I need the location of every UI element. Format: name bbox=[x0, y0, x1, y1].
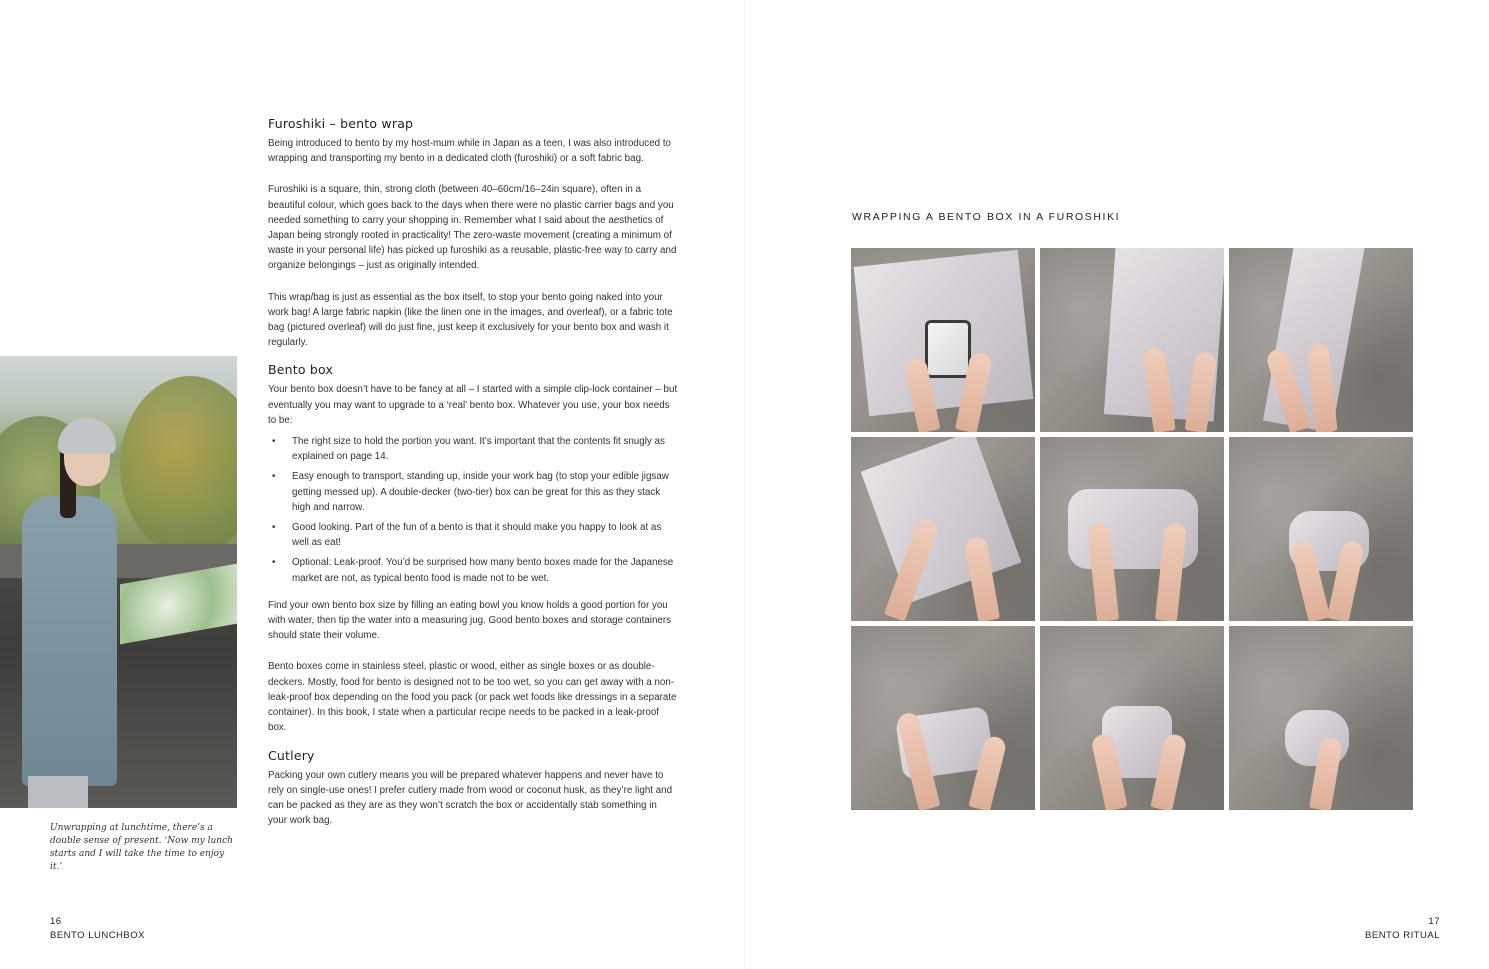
step-photo bbox=[1229, 626, 1413, 810]
paragraph: This wrap/bag is just as essential as the box itself, to stop your bento going naked into your work bag! A large fabric napkin (like the linen one in the images, and overleaf), or a fabric tote bag (pictured overleaf) will do just fine, just keep it exclusively for your bento box and wash it regularly. bbox=[268, 291, 673, 349]
heading-bento-box: Bento box bbox=[268, 362, 334, 378]
running-title: BENTO RITUAL bbox=[1365, 930, 1440, 941]
folio-left bbox=[50, 915, 145, 943]
step-photo bbox=[1040, 437, 1224, 621]
page-number: 17 bbox=[1428, 916, 1440, 927]
left-page bbox=[0, 0, 744, 969]
page-number: 16 bbox=[50, 916, 62, 927]
paragraph: Your bento box doesn’t have to be fancy at all – I started with a simple clip-lock container – but eventually you may want to upgrade to a ‘real’ bento box. Whatever you use, your box needs to be: bbox=[268, 384, 678, 426]
step-photo bbox=[851, 626, 1035, 810]
step-photo bbox=[1040, 626, 1224, 810]
bullet-icon: • bbox=[272, 522, 276, 534]
step-photo bbox=[1040, 248, 1224, 432]
wrapping-steps-grid bbox=[851, 248, 1412, 810]
photo-caption: Unwrapping at lunchtime, there’s a double sense of present. ‘Now my lunch starts and I will take the time to enjoy it.’ bbox=[50, 823, 233, 872]
paragraph: Being introduced to bento by my host-mum while in Japan as a teen, I was also introduced to wrapping and transporting my bento in a dedicated cloth (furoshiki) or a soft fabric bag. bbox=[268, 138, 671, 165]
heading-cutlery: Cutlery bbox=[268, 747, 315, 763]
step-grid-title: WRAPPING A BENTO BOX IN A FUROSHIKI bbox=[852, 211, 1121, 223]
bullet-icon: • bbox=[272, 436, 276, 448]
running-title: BENTO LUNCHBOX bbox=[50, 930, 145, 941]
bullet-icon: • bbox=[272, 557, 276, 569]
paragraph: Find your own bento box size by filling an eating bowl you know holds a good portion for you with water, then tip the water into a measuring jug. Good bento boxes and storage containers should state their volume. bbox=[268, 599, 672, 642]
bento-box-requirements-list bbox=[268, 434, 678, 586]
paragraph: Bento boxes come in stainless steel, plastic or wood, either as single boxes or as double-deckers. Mostly, food for bento is designed not to be too wet, so you can get away with a non-leak-proof box depending on the food you pack (or pack wet foods like dressings in a separate container). In this book, I state when a particular recipe needs to be packed in a leak-proof box. bbox=[268, 661, 677, 734]
step-photo bbox=[1229, 248, 1413, 432]
body-text-column bbox=[268, 116, 678, 844]
step-photo bbox=[851, 437, 1035, 621]
list-item: • Optional: Leak-proof. You’d be surprised how many bento boxes made for the Japanese market are not, as typical bento food is made not to be wet. bbox=[272, 557, 674, 584]
paragraph: Packing your own cutlery means you will be prepared whatever happens and never have to rely on single-use ones! I prefer cutlery made from wood or coconut husk, as they’re light and can be packed as they are as they won’t scratch the box or accidentally stab something in your work bag. bbox=[268, 769, 673, 827]
step-photo bbox=[851, 248, 1035, 432]
step-photo bbox=[1229, 437, 1413, 621]
folio-right bbox=[1365, 915, 1440, 943]
list-item: • Easy enough to transport, standing up, inside your work bag (to stop your edible jigsaw getting messed up). A double-decker (two-tier) box can be great for this as they stack high and narrow. bbox=[272, 471, 669, 513]
list-item: • The right size to hold the portion you want. It’s important that the contents fit snugly as explained on page 14. bbox=[272, 436, 665, 463]
woman-unwrapping-photo bbox=[0, 356, 237, 808]
heading-furoshiki: Furoshiki – bento wrap bbox=[268, 116, 414, 131]
bullet-icon: • bbox=[272, 471, 276, 483]
list-item: • Good looking. Part of the fun of a bento is that it should make you happy to look at as well as eat! bbox=[272, 522, 662, 549]
paragraph: Furoshiki is a square, thin, strong cloth (between 40–60cm/16–24in square), often in a beautiful colour, which goes back to the days when there were no plastic carrier bags and you needed something to carry your shopping in. Remember what I said about the aesthetics of Japan being strongly rooted in practicality! The zero-waste movement (creating a minimum of waste in your personal life) has picked up furoshiki as a reusable, plastic-free way to carry and organize belongings – just as originally intended. bbox=[268, 184, 677, 272]
